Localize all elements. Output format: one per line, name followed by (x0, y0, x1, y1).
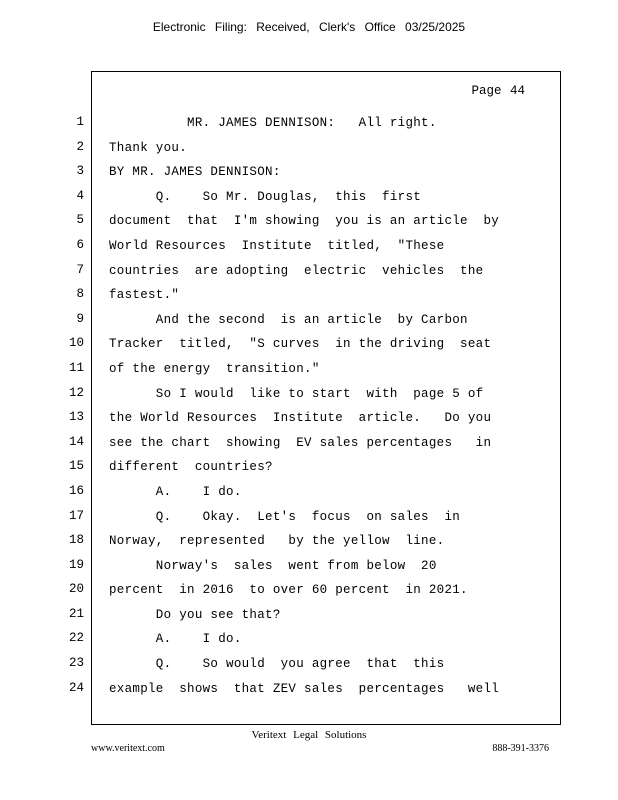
line-number: 24 (68, 680, 84, 695)
transcript-line: percent in 2016 to over 60 percent in 2021. (109, 583, 468, 598)
transcript-line: And the second is an article by Carbon (109, 312, 468, 327)
transcript-line: Do you see that? (109, 607, 281, 622)
line-number: 11 (68, 360, 84, 375)
line-number: 14 (68, 434, 84, 449)
line-number: 13 (68, 410, 84, 425)
transcript-line: the World Resources Institute article. Do you (109, 411, 492, 426)
line-number: 1 (76, 115, 84, 129)
footer-phone: 888-391-3376 (492, 743, 549, 754)
transcript-line: Tracker titled, "S curves in the driving seat (109, 337, 492, 352)
transcript-line: different countries? (109, 460, 273, 475)
transcript-line: example shows that ZEV sales percentages well (109, 681, 500, 696)
transcript-line: So I would like to start with page 5 of (109, 386, 484, 401)
line-number: 21 (68, 606, 84, 621)
line-number: 19 (68, 557, 84, 572)
line-number: 17 (68, 508, 84, 523)
transcript-line: of the energy transition." (109, 361, 320, 376)
transcript-body (109, 115, 549, 705)
transcript-line: Q. So would you agree that this (109, 657, 445, 672)
line-number: 23 (68, 656, 84, 671)
transcript-line: document that I'm showing you is an article by (109, 214, 500, 229)
line-number: 18 (68, 533, 84, 548)
line-number: 9 (76, 311, 84, 326)
filing-header: Electronic Filing: Received, Clerk's Office 03/25/2025 (152, 20, 466, 34)
footer-company: Veritext Legal Solutions (251, 729, 367, 741)
transcript-line: A. I do. (109, 632, 242, 647)
line-number: 7 (76, 262, 84, 277)
transcript-line: BY MR. JAMES DENNISON: (109, 165, 281, 180)
line-number: 22 (68, 631, 84, 646)
transcript-line: Q. Okay. Let's focus on sales in (109, 509, 461, 524)
line-number: 2 (76, 139, 84, 154)
transcript-page-frame (91, 71, 561, 725)
transcript-line: Norway, represented by the yellow line. (109, 534, 445, 549)
transcript-line: Thank you. (109, 140, 188, 155)
line-number: 5 (76, 213, 84, 228)
transcript-line: MR. JAMES DENNISON: All right. (109, 116, 437, 130)
transcript-line: Q. So Mr. Douglas, this first (109, 189, 422, 204)
line-number: 16 (68, 483, 84, 498)
line-number: 4 (76, 188, 84, 203)
page-number: Page 44 (471, 84, 525, 98)
line-number: 6 (76, 237, 84, 252)
line-number-column (62, 114, 84, 704)
line-number: 20 (68, 582, 84, 597)
line-number: 3 (76, 164, 84, 179)
transcript-line: countries are adopting electric vehicles the (109, 263, 484, 278)
line-number: 8 (76, 287, 84, 302)
footer-website: www.veritext.com (91, 743, 165, 754)
transcript-line: World Resources Institute titled, "These (109, 238, 445, 253)
transcript-line: fastest." (109, 288, 180, 303)
transcript-line: Norway's sales went from below 20 (109, 558, 437, 573)
transcript-line: see the chart showing EV sales percentages in (109, 435, 492, 450)
line-number: 15 (68, 459, 84, 474)
line-number: 10 (68, 336, 84, 351)
line-number: 12 (68, 385, 84, 400)
transcript-line: A. I do. (109, 484, 242, 499)
